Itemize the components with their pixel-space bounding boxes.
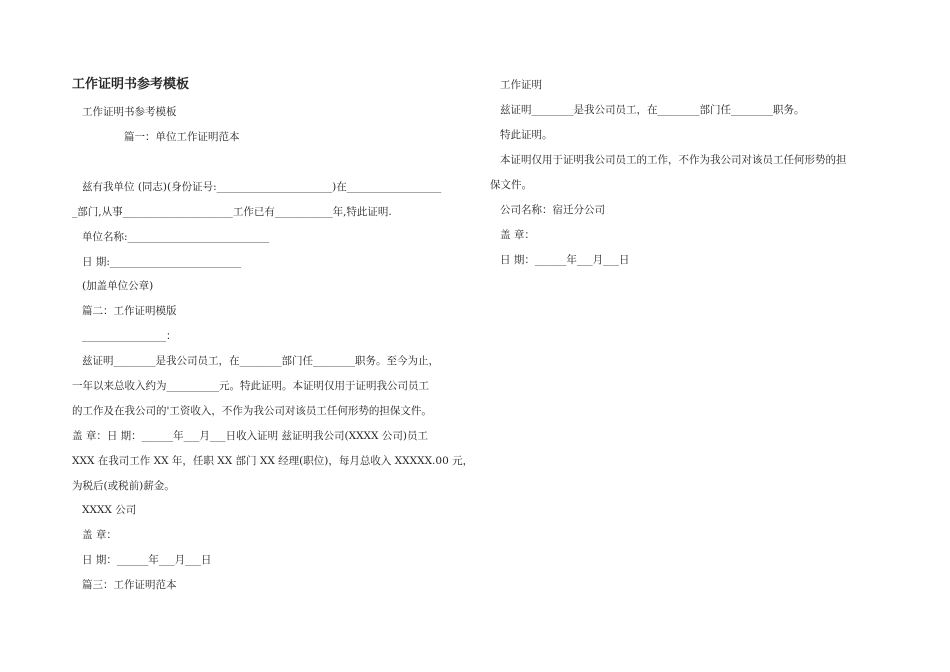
right-p2: 特此证明。 bbox=[500, 129, 553, 141]
p2-line1: 兹证明________是我公司员工，在________部门任________职务。至今为止， bbox=[82, 355, 439, 367]
p1-line2: _部门,从事_____________________工作已有___________年,特此证明. bbox=[72, 206, 392, 218]
section2-heading: 篇二：工作证明模版 bbox=[82, 305, 177, 317]
date1: 日 期:_________________________ bbox=[82, 256, 242, 268]
right-heading: 工作证明 bbox=[500, 79, 542, 91]
date2: 日 期：______年___月___日 bbox=[82, 554, 212, 566]
p2-line5: XXX 在我司工作 XX 年，任职 XX 部门 XX 经理(职位)，每月总收入 XXXXX.00 元， bbox=[72, 455, 474, 467]
recipient: ________________： bbox=[82, 330, 177, 342]
right-company: 公司名称：宿迁分公司 bbox=[500, 204, 605, 216]
p2-line4: 盖 章：日 期：______年___月___日收入证明 兹证明我公司(XXXX 公司)员工 bbox=[72, 430, 428, 442]
section3-heading: 篇三：工作证明范本 bbox=[82, 579, 177, 591]
right-p1: 兹证明________是我公司员工，在________部门任________职务。 bbox=[500, 104, 805, 116]
right-date: 日 期：______年___月___日 bbox=[500, 254, 630, 266]
seal2: 盖 章： bbox=[82, 529, 117, 541]
right-p3-line2: 保文件。 bbox=[490, 179, 532, 191]
document-title: 工作证明书参考模板 bbox=[72, 77, 190, 92]
section1-heading: 篇一：单位工作证明范本 bbox=[124, 131, 240, 143]
company-left: XXXX 公司 bbox=[82, 504, 137, 516]
unit-name: 单位名称:___________________________ bbox=[82, 231, 270, 243]
p2-line3: 的工作及在我公司的'工资收入，不作为我公司对该员工任何形势的担保文件。 bbox=[72, 405, 432, 417]
subtitle: 工作证明书参考模板 bbox=[82, 106, 177, 118]
seal-note: (加盖单位公章) bbox=[82, 280, 154, 292]
right-p3-line1: 本证明仅用于证明我公司员工的工作，不作为我公司对该员工任何形势的担 bbox=[500, 154, 847, 166]
p2-line6: 为税后(或税前)薪金。 bbox=[72, 480, 175, 492]
p1-line1: 兹有我单位 (同志)(身份证号:______________________)在__________________ bbox=[82, 181, 442, 193]
right-seal: 盖 章： bbox=[500, 229, 535, 241]
p2-line2: 一年以来总收入约为__________元。特此证明。本证明仅用于证明我公司员工 bbox=[72, 380, 429, 392]
